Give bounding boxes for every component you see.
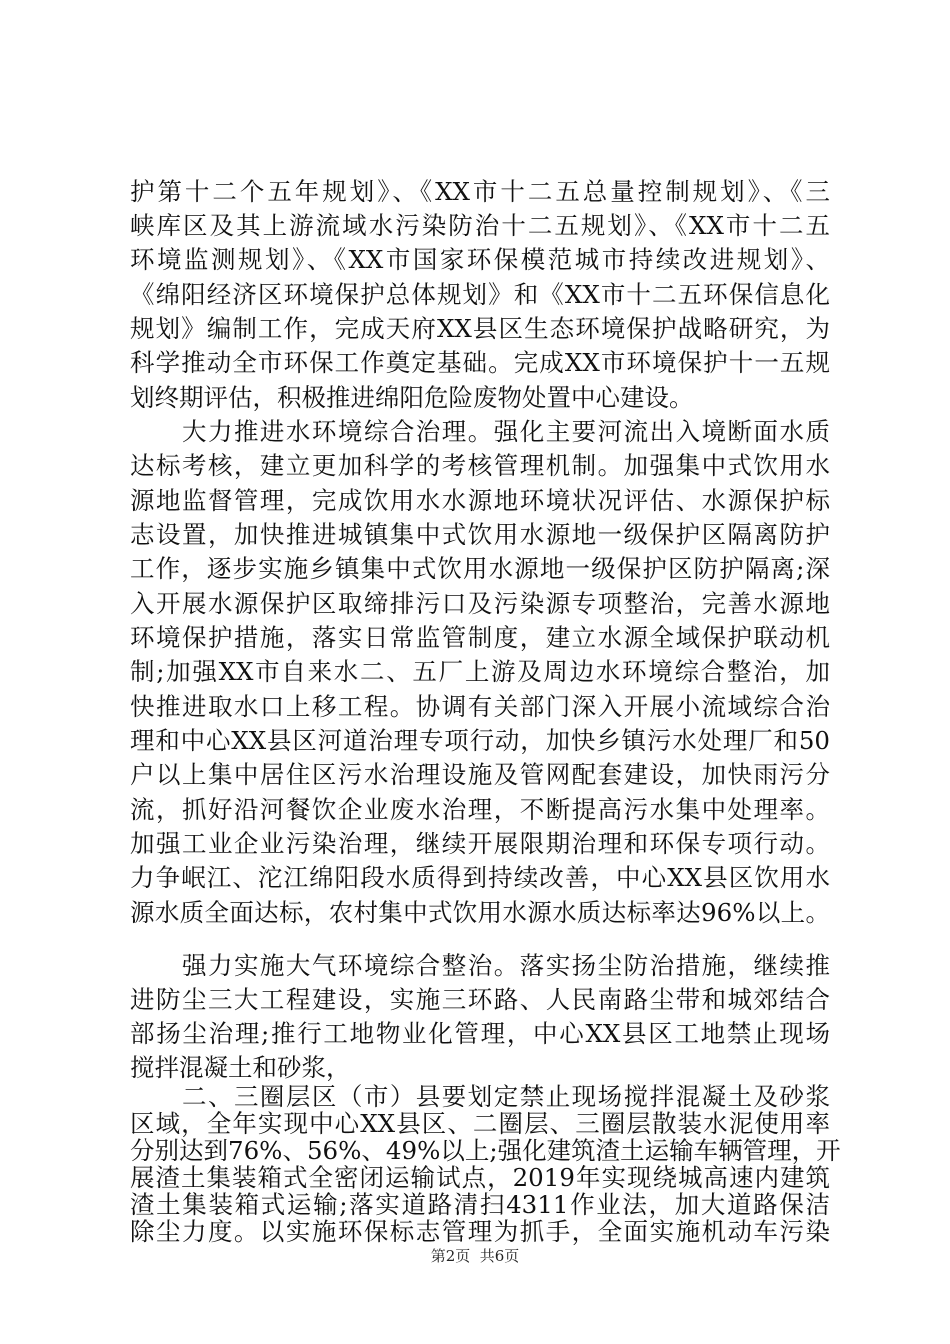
text-line: 环境保护措施，落实日常监管制度，建立水源全域保护联动机 xyxy=(130,623,830,652)
paragraph-first-line: 二、三圈层区（市）县要划定禁止现场搅拌混凝土及砂浆 xyxy=(182,1082,830,1111)
text-line: 峡库区及其上游流域水污染防治十二五规划》、《XX市十二五 xyxy=(130,211,830,240)
text-line: 户以上集中居住区污水治理设施及管网配套建设，加快雨污分 xyxy=(130,760,830,789)
text-line: 制;加强XX市自来水二、五厂上游及周边水环境综合整治，加 xyxy=(130,657,830,686)
text-line: 快推进取水口上移工程。协调有关部门深入开展小流域综合治 xyxy=(130,692,830,721)
text-line: 规划》编制工作，完成天府XX县区生态环境保护战略研究，为 xyxy=(130,314,830,343)
paragraph-first-line: 大力推进水环境综合治理。强化主要河流出入境断面水质 xyxy=(182,417,830,446)
text-line: 科学推动全市环保工作奠定基础。完成XX市环境保护十一五规 xyxy=(130,348,830,377)
text-line: 工作，逐步实施乡镇集中式饮用水源地一级保护区防护隔离;深 xyxy=(130,554,830,583)
text-line: 达标考核，建立更加科学的考核管理机制。加强集中式饮用水 xyxy=(130,451,830,480)
text-line: 志设置，加快推进城镇集中式饮用水源地一级保护区隔离防护 xyxy=(130,520,830,549)
page-number-footer: 第2页 共6页 xyxy=(430,1247,520,1265)
text-line: 入开展水源保护区取缔排污口及污染源专项整治，完善水源地 xyxy=(130,589,830,618)
text-line: 源水质全面达标，农村集中式饮用水源水质达标率达96%以上。 xyxy=(130,898,830,927)
text-line: 力争岷江、沱江绵阳段水质得到持续改善，中心XX县区饮用水 xyxy=(130,863,830,892)
text-line: 加强工业企业污染治理，继续开展限期治理和环保专项行动。 xyxy=(130,829,830,858)
text-line: 区域，全年实现中心XX县区、二圈层、三圈层散装水泥使用率 xyxy=(130,1109,830,1138)
text-line: 源地监督管理，完成饮用水水源地环境状况评估、水源保护标 xyxy=(130,486,830,515)
text-line: 护第十二个五年规划》、《XX市十二五总量控制规划》、《三 xyxy=(130,177,830,206)
text-line: 理和中心XX县区河道治理专项行动，加快乡镇污水处理厂和50 xyxy=(130,726,830,755)
text-line: 分别达到76%、56%、49%以上;强化建筑渣土运输车辆管理，开 xyxy=(130,1136,841,1165)
text-line: 展渣土集装箱式全密闭运输试点，2019年实现绕城高速内建筑 xyxy=(130,1163,830,1192)
text-line: 部扬尘治理;推行工地物业化管理，中心XX县区工地禁止现场 xyxy=(130,1019,830,1048)
text-line: 渣土集装箱式运输;落实道路清扫4311作业法，加大道路保洁 xyxy=(130,1190,830,1219)
text-line: 搅拌混凝土和砂浆， xyxy=(130,1053,351,1082)
paragraph-first-line: 强力实施大气环境综合整治。落实扬尘防治措施，继续推 xyxy=(182,951,830,980)
text-line: 划终期评估，积极推进绵阳危险废物处置中心建设。 xyxy=(130,383,694,412)
text-line: 《绵阳经济区环境保护总体规划》和《XX市十二五环保信息化 xyxy=(130,280,830,309)
text-line: 进防尘三大工程建设，实施三环路、人民南路尘带和城郊结合 xyxy=(130,985,830,1014)
text-line: 环境监测规划》、《XX市国家环保模范城市持续改进规划》、 xyxy=(130,245,830,274)
text-line: 流，抓好沿河餐饮企业废水治理，不断提高污水集中处理率。 xyxy=(130,795,830,824)
text-line: 除尘力度。以实施环保标志管理为抓手，全面实施机动车污染 xyxy=(130,1217,830,1246)
